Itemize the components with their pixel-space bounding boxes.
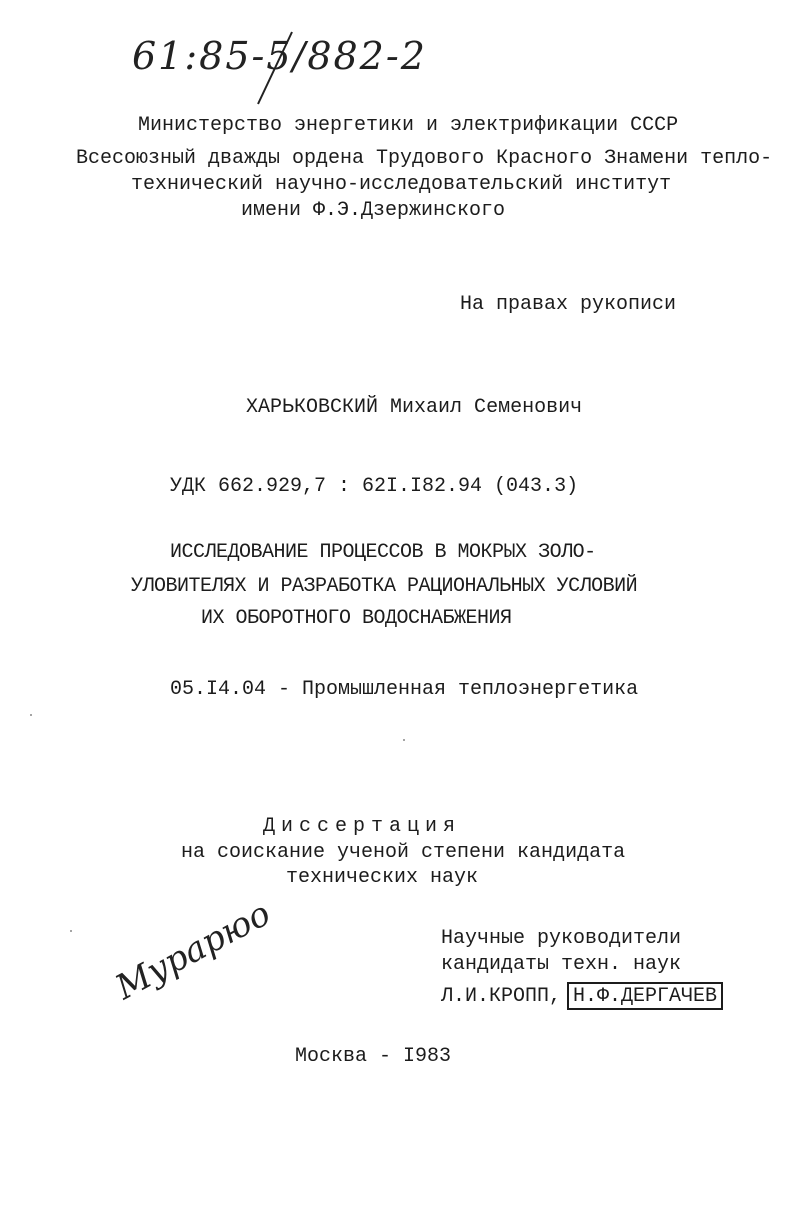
supervisors-label: Научные руководители <box>441 927 682 950</box>
archive-code-slash <box>250 28 300 108</box>
ministry-name: Министерство энергетики и электрификации СССР <box>138 114 679 137</box>
city-year: Москва - I983 <box>295 1045 452 1068</box>
udc-code: УДК 662.929,7 : 62I.I82.94 (043.3) <box>170 475 579 498</box>
rights-note: На правах рукописи <box>460 293 677 316</box>
author-name <box>246 396 582 420</box>
specialty-code: 05.I4.04 - Промышленная теплоэнергетика <box>170 678 639 701</box>
scan-speck <box>70 930 72 932</box>
thesis-title-line-1: ИССЛЕДОВАНИЕ ПРОЦЕССОВ В МОКРЫХ ЗОЛО- <box>170 541 596 564</box>
supervisor-name-2-boxed: Н.Ф.ДЕРГАЧЕВ <box>567 982 723 1010</box>
author-given-names: Михаил Семенович <box>390 396 583 419</box>
archive-code: 61:85-5/882-2 <box>132 34 427 78</box>
supervisors-degree: кандидаты техн. наук <box>441 953 682 976</box>
supervisor-name-1: Л.И.КРОПП, <box>441 985 562 1008</box>
thesis-title-line-3: ИХ ОБОРОТНОГО ВОДОСНАБЖЕНИЯ <box>201 607 512 630</box>
institute-name-line-1: Всесоюзный дважды ордена Трудового Красного Знамени тепло- <box>76 147 773 170</box>
scan-speck <box>30 714 32 716</box>
signature: Мурарюо <box>109 893 277 1008</box>
dissertation-heading: Диссертация <box>263 815 462 838</box>
thesis-title-line-2: УЛОВИТЕЛЯХ И РАЗРАБОТКА РАЦИОНАЛЬНЫХ УСЛОВИЙ <box>131 575 638 598</box>
scan-speck <box>403 739 405 741</box>
author-surname: ХАРЬКОВСКИЙ <box>246 396 379 419</box>
institute-name-line-2: технический научно-исследовательский институт <box>131 173 672 196</box>
supervisors-names <box>441 985 723 1009</box>
institute-name-line-3: имени Ф.Э.Дзержинского <box>241 199 506 222</box>
dissertation-field-line: технических наук <box>286 866 479 889</box>
dissertation-degree-line: на соискание ученой степени кандидата <box>181 841 626 864</box>
